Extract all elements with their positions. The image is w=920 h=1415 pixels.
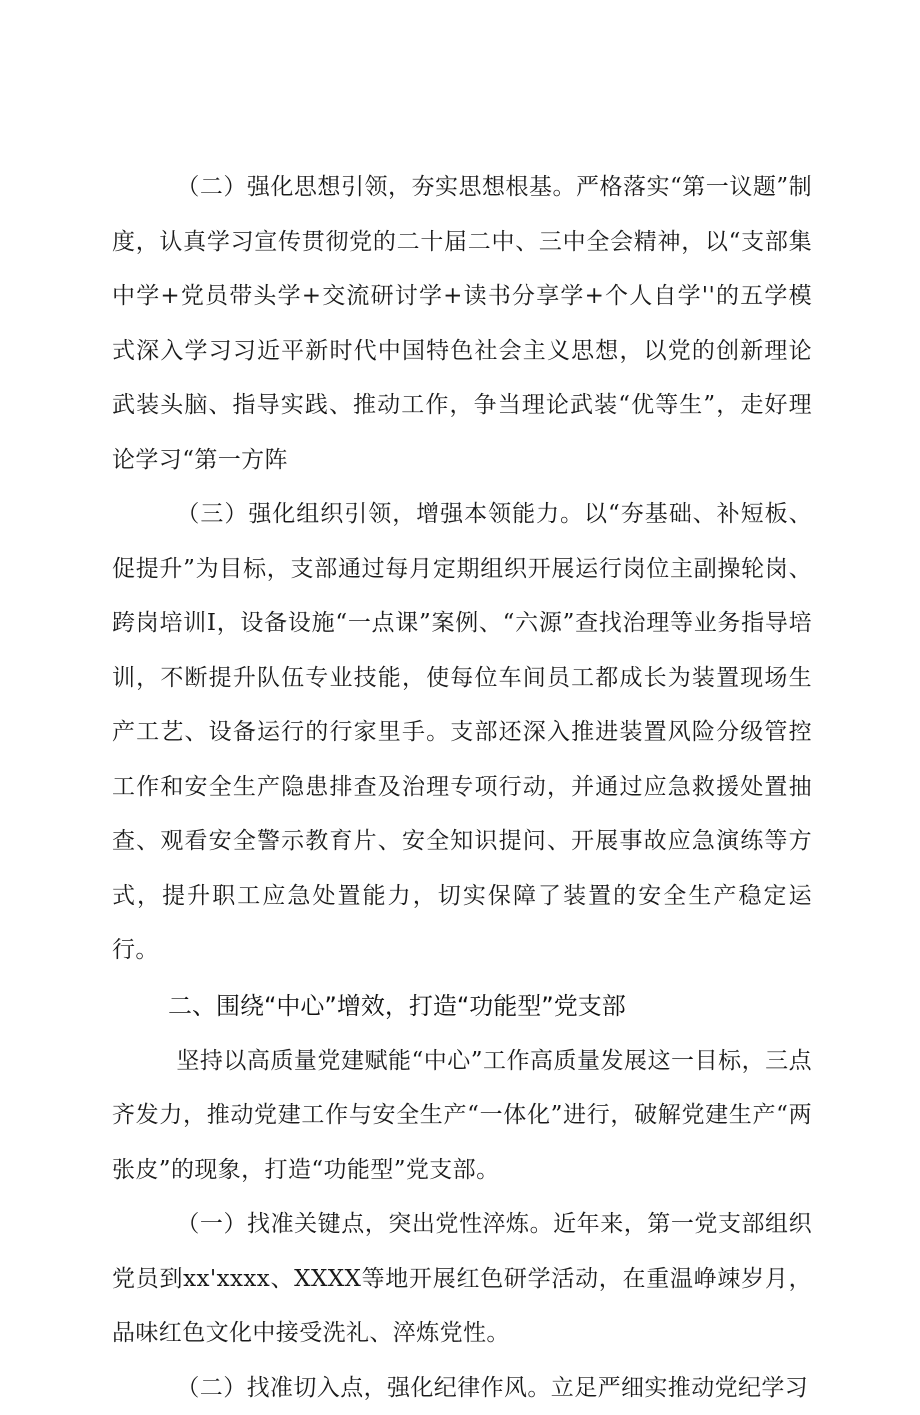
- paragraph-ideological-guidance: （二）强化思想引领，夯实思想根基。严格落实“第一议题”制度，认真学习宣传贯彻党的二十届二中、三中全会精神，以“支部集中学+党员带头学+交流研讨学+读书分享学+个人自学''的五学模式深入学习习近平新时代中国特色社会主义思想，以党的创新理论武装头脑、指导实践、推动工作，争当理论武装“优等生”，走好理论学习“第一方阵: [112, 160, 812, 487]
- paragraph-discipline-style: （二）找准切入点，强化纪律作风。立足严细实推动党纪学习: [112, 1361, 812, 1415]
- document-page: [112, 160, 812, 1415]
- paragraph-organizational-guidance: （三）强化组织引领，增强本领能力。以“夯基础、补短板、促提升”为目标，支部通过每月定期组织开展运行岗位主副操轮岗、跨岗培训I，设备设施“一点课”案例、“六源”查找治理等业务指导培训，不断提升队伍专业技能，使每位车间员工都成长为装置现场生产工艺、设备运行的行家里手。支部还深入推进装置风险分级管控工作和安全生产隐患排查及治理专项行动，并通过应急救援处置抽查、观看安全警示教育片、安全知识提问、开展事故应急演练等方式，提升职工应急处置能力，切实保障了装置的安全生产稳定运行。: [112, 487, 812, 978]
- paragraph-party-spirit: （一）找准关键点，突出党性淬炼。近年来，第一党支部组织党员到xx'xxxx、XXXX等地开展红色研学活动，在重温峥竦岁月，品味红色文化中接受洗礼、淬炼党性。: [112, 1197, 812, 1361]
- paragraph-section-intro: 坚持以高质量党建赋能“中心”工作高质量发展这一目标，三点齐发力，推动党建工作与安全生产“一体化”进行，破解党建生产“两张皮”的现象，打造“功能型”党支部。: [112, 1034, 812, 1198]
- section-heading-center-efficiency: 二、围绕“中心”增效，打造“功能型”党支部: [112, 978, 812, 1034]
